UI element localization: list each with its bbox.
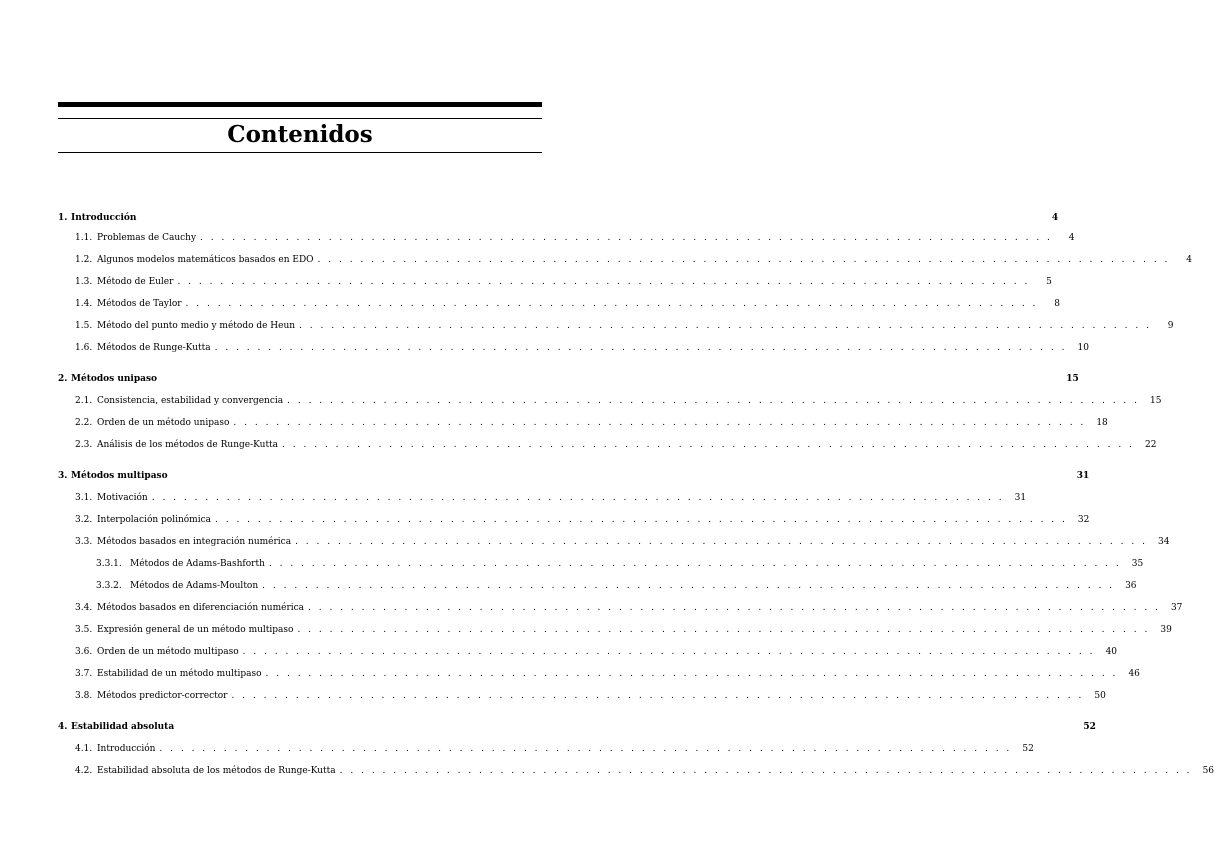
toc-page-number: 36 (1125, 581, 1137, 591)
toc-page-number: 5 (1046, 277, 1052, 287)
toc-number: 1. (58, 213, 68, 223)
toc-number: 2. (58, 374, 68, 384)
toc-number: 1.5. (75, 321, 93, 331)
toc-label: Análisis de los métodos de Runge-Kutta (97, 440, 279, 450)
toc-entry[interactable] (96, 557, 1144, 571)
toc-number: 3.7. (75, 669, 93, 679)
toc-label: Motivación (97, 493, 148, 503)
toc-entry[interactable] (75, 394, 1162, 408)
toc-chapter[interactable] (58, 720, 1096, 734)
toc-page-number: 39 (1160, 625, 1172, 635)
toc-page-number: 31 (1014, 493, 1027, 503)
toc-leader-dots: . . . . . . . . . . . . . . . . . . . . . . . . . . . . . . . . . . . . . . . . . . . . . . . . . . . . . . . . . . . . . . . . . . . . . . . . . . . . . . . . (287, 396, 1140, 406)
toc-number: 1.3. (75, 277, 93, 287)
toc-entry[interactable] (75, 667, 1140, 681)
toc-label: Método de Euler (97, 277, 174, 287)
toc-entry[interactable] (75, 742, 1034, 756)
toc-chapter[interactable] (58, 372, 1079, 386)
toc-page-number: 4 (1068, 233, 1075, 243)
toc-entry[interactable] (75, 253, 1192, 267)
toc-label: Estabilidad absoluta de los métodos de Runge-Kutta (97, 766, 336, 776)
toc-number: 3.6. (75, 647, 93, 657)
toc-leader-dots: . . . . . . . . . . . . . . . . . . . . . . . . . . . . . . . . . . . . . . . . . . . . . . . . . . . . . . . . . . . . . . . . . . . . . . . . . . . . . . . . (151, 493, 1005, 503)
toc-leader-dots: . . . . . . . . . . . . . . . . . . . . . . . . . . . . . . . . . . . . . . . . . . . . . . . . . . . . . . . . . . . . . . . . . . . . . . . . . . . . . . . . (242, 647, 1096, 657)
toc-entry[interactable] (75, 319, 1174, 333)
toc-entry[interactable] (75, 275, 1052, 289)
toc-leader-dots: . . . . . . . . . . . . . . . . . . . . . . . . . . . . . . . . . . . . . . . . . . . . . . . . . . . . . . . . . . . . . . . . . . . . . . . . . . . . . . . . (231, 691, 1084, 701)
toc-number: 3.2. (75, 515, 93, 525)
toc-entry[interactable] (75, 297, 1060, 311)
toc-leader-dots: . . . . . . . . . . . . . . . . . . . . . . . . . . . . . . . . . . . . . . . . . . . . . . . . . . . . . . . . . . . . . . . . . . . . . . . . . . . . . . . . (177, 277, 1030, 287)
toc-label: Introducción (71, 213, 137, 223)
toc-page-number: 34 (1158, 537, 1170, 547)
toc-label: Métodos basados en diferenciación numérica (97, 603, 305, 613)
toc-entry[interactable] (75, 601, 1183, 615)
toc-chapter[interactable] (58, 469, 1090, 483)
toc-leader-dots: . . . . . . . . . . . . . . . . . . . . . . . . . . . . . . . . . . . . . . . . . . . . . . . . . . . . . . . . . . . . . . . . . . . . . . . . . . . . . . . . (265, 669, 1118, 679)
toc-leader-dots: . . . . . . . . . . . . . . . . . . . . . . . . . . . . . . . . . . . . . . . . . . . . . . . . . . . . . . . . . . . . . . . . . . . . . . . . . . . . . . . . (295, 537, 1148, 547)
toc-number: 3.3.2. (96, 581, 122, 591)
toc-page-number: 31 (1076, 471, 1090, 481)
toc-page-number: 18 (1096, 418, 1108, 428)
page-title: Contenidos (227, 121, 373, 148)
toc-entry[interactable] (75, 645, 1118, 659)
toc-page-number: 4 (1186, 255, 1192, 265)
toc-label: Problemas de Cauchy (97, 233, 197, 243)
toc-number: 3.3.1. (96, 559, 122, 569)
toc-label: Estabilidad absoluta (71, 722, 175, 732)
toc-label: Métodos unipaso (71, 374, 158, 384)
toc-page-number: 4 (1051, 213, 1059, 223)
toc-label: Orden de un método multipaso (97, 647, 239, 657)
toc-label: Expresión general de un método multipaso (97, 625, 294, 635)
toc-page-number: 15 (1150, 396, 1162, 406)
toc-page-number: 50 (1094, 691, 1106, 701)
toc-number: 1.1. (75, 233, 93, 243)
toc-page-number: 22 (1144, 440, 1157, 450)
toc-leader-dots: . . . . . . . . . . . . . . . . . . . . . . . . . . . . . . . . . . . . . . . . . . . . . . . . . . . . . . . . . . . . . . . . . . . . . . . . . . . . . . . . (297, 625, 1150, 635)
toc-leader-dots: . . . . . . . . . . . . . . . . . . . . . . . . . . . . . . . . . . . . . . . . . . . . . . . . . . . . . . . . . . . . . . . . . . . . . . . . . . . . . . . . (308, 603, 1161, 613)
toc-entry[interactable] (96, 579, 1137, 593)
toc-number: 2.1. (75, 396, 93, 406)
toc-page-number: 10 (1077, 343, 1089, 353)
toc-entry[interactable] (75, 416, 1108, 430)
toc-page-number: 35 (1131, 559, 1144, 569)
toc-leader-dots: . . . . . . . . . . . . . . . . . . . . . . . . . . . . . . . . . . . . . . . . . . . . . . . . . . . . . . . . . . . . . . . . . . . . . . . . . . . . . . . . (233, 418, 1086, 428)
toc-page-number: 52 (1022, 744, 1034, 754)
toc-number: 4.2. (75, 766, 93, 776)
toc-leader-dots: . . . . . . . . . . . . . . . . . . . . . . . . . . . . . . . . . . . . . . . . . . . . . . . . . . . . . . . . . . . . . . . . . . . . . . . . . . . . . . . . (214, 343, 1067, 353)
toc-entry[interactable] (75, 764, 1214, 778)
toc-number: 1.6. (75, 343, 93, 353)
toc-label: Interpolación polinómica (97, 515, 211, 525)
toc-chapter[interactable] (58, 211, 1059, 225)
toc-entry[interactable] (75, 689, 1106, 703)
toc-label: Métodos de Adams-Bashforth (130, 559, 265, 569)
toc-leader-dots: . . . . . . . . . . . . . . . . . . . . . . . . . . . . . . . . . . . . . . . . . . . . . . . . . . . . . . . . . . . . . . . . . . . . . . . . . . . . . . . . (339, 766, 1193, 776)
toc-leader-dots: . . . . . . . . . . . . . . . . . . . . . . . . . . . . . . . . . . . . . . . . . . . . . . . . . . . . . . . . . . . . . . . . . . . . . . . . . . . . . . . . (185, 299, 1038, 309)
toc-leader-dots: . . . . . . . . . . . . . . . . . . . . . . . . . . . . . . . . . . . . . . . . . . . . . . . . . . . . . . . . . . . . . . . . . . . . . . . . . . . . . . . . (282, 440, 1135, 450)
toc-entry[interactable] (75, 341, 1089, 355)
toc-label: Algunos modelos matemáticos basados en EDO (97, 255, 314, 265)
toc-leader-dots: . . . . . . . . . . . . . . . . . . . . . . . . . . . . . . . . . . . . . . . . . . . . . . . . . . . . . . . . . . . . . . . . . . . . . . . . . . . . . . . . (268, 559, 1122, 569)
toc-page-number: 46 (1128, 669, 1140, 679)
toc-entry[interactable] (75, 491, 1027, 505)
toc-leader-dots: . . . . . . . . . . . . . . . . . . . . . . . . . . . . . . . . . . . . . . . . . . . . . . . . . . . . . . . . . . . . . . . . . . . . . . . . . . . . . . . . (200, 233, 1053, 243)
toc-label: Métodos de Taylor (97, 299, 182, 309)
toc-label: Método del punto medio y método de Heun (97, 321, 296, 331)
toc-page-number: 37 (1170, 603, 1183, 613)
toc-number: 3.3. (75, 537, 93, 547)
toc-number: 3.1. (75, 493, 93, 503)
toc-entry[interactable] (75, 623, 1172, 637)
toc-label: Métodos de Adams-Moulton (130, 581, 259, 591)
toc-number: 3.5. (75, 625, 93, 635)
toc-label: Orden de un método unipaso (97, 418, 230, 428)
toc-label: Métodos predictor-corrector (97, 691, 228, 701)
toc-leader-dots: . . . . . . . . . . . . . . . . . . . . . . . . . . . . . . . . . . . . . . . . . . . . . . . . . . . . . . . . . . . . . . . . . . . . . . . . . . . . . . . . (299, 321, 1152, 331)
toc-entry[interactable] (75, 535, 1170, 549)
toc-leader-dots: . . . . . . . . . . . . . . . . . . . . . . . . . . . . . . . . . . . . . . . . . . . . . . . . . . . . . . . . . . . . . . . . . . . . . . . . . . . . . . . . (317, 255, 1170, 265)
toc-label: Métodos de Runge-Kutta (97, 343, 211, 353)
toc-number: 3.4. (75, 603, 93, 613)
toc-number: 1.4. (75, 299, 93, 309)
toc-page-number: 52 (1083, 722, 1096, 732)
toc-number: 1.2. (75, 255, 93, 265)
toc-label: Métodos multipaso (71, 471, 168, 481)
toc-number: 4. (58, 722, 68, 732)
toc-entry[interactable] (75, 513, 1090, 527)
toc-label: Métodos basados en integración numérica (97, 537, 292, 547)
toc-leader-dots: . . . . . . . . . . . . . . . . . . . . . . . . . . . . . . . . . . . . . . . . . . . . . . . . . . . . . . . . . . . . . . . . . . . . . . . . . . . . . . . . (262, 581, 1115, 591)
toc-entry[interactable] (75, 231, 1075, 245)
toc-page-number: 9 (1167, 321, 1174, 331)
toc-page-number: 40 (1105, 647, 1118, 657)
toc-number: 3. (58, 471, 68, 481)
toc-number: 2.3. (75, 440, 93, 450)
toc-leader-dots: . . . . . . . . . . . . . . . . . . . . . . . . . . . . . . . . . . . . . . . . . . . . . . . . . . . . . . . . . . . . . . . . . . . . . . . . . . . . . . . . (215, 515, 1068, 525)
toc-leader-dots: . . . . . . . . . . . . . . . . . . . . . . . . . . . . . . . . . . . . . . . . . . . . . . . . . . . . . . . . . . . . . . . . . . . . . . . . . . . . . . . . (159, 744, 1012, 754)
toc-page-number: 32 (1077, 515, 1090, 525)
toc-number: 3.8. (75, 691, 93, 701)
toc-page-number: 15 (1066, 374, 1079, 384)
toc-label: Introducción (97, 744, 156, 754)
toc-page-number: 56 (1202, 766, 1214, 776)
toc-number: 4.1. (75, 744, 93, 754)
toc-page-number: 8 (1054, 299, 1060, 309)
toc-label: Consistencia, estabilidad y convergencia (97, 396, 284, 406)
toc-number: 2.2. (75, 418, 93, 428)
toc-entry[interactable] (75, 438, 1157, 452)
toc-label: Estabilidad de un método multipaso (97, 669, 262, 679)
